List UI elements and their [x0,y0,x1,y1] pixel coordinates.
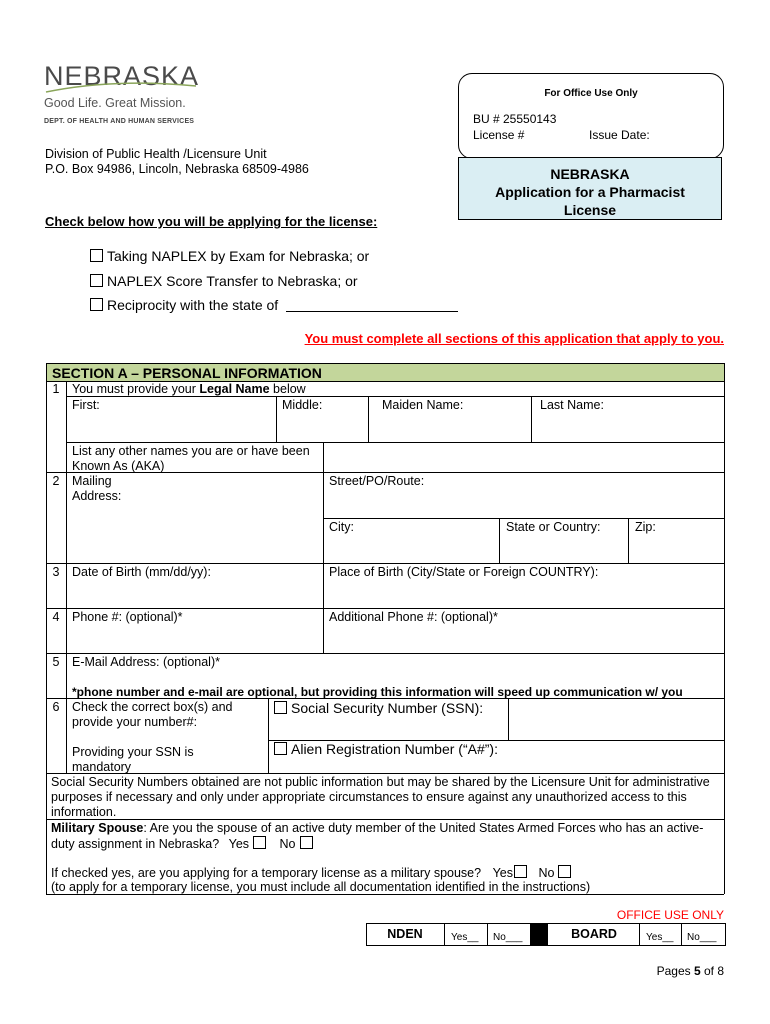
alien-option[interactable] [270,741,502,758]
first-name-field[interactable]: First: [72,398,100,412]
division-text: Division of Public Health /Licensure Unit [45,147,267,161]
warning-text: You must complete all sections of this application that apply to you. [304,331,724,346]
ssn-label: Social Security Number (SSN): [291,700,484,716]
logo-word: NEBRASKA [44,61,200,91]
last-name-field[interactable]: Last Name: [540,398,604,412]
row-3-number: 3 [52,565,60,579]
nden-yes[interactable]: Yes__ [451,932,479,943]
row-5-number: 5 [52,655,60,669]
additional-phone-field[interactable]: Additional Phone #: (optional)* [329,610,498,624]
ssn-note: Social Security Numbers obtained are not public information but may be shared by the Licensure Unit for administrative purposes if necessary and only under appropriate circumstances to ensure against any unauthorized access to this information. [51,775,710,819]
checkbox-alien[interactable] [274,742,287,755]
license-number-label: License # [473,128,525,142]
ssn-mandatory-1: Providing your SSN is [72,745,194,759]
aka-label-2: Known As (AKA) [72,459,165,473]
option-naplex-exam[interactable] [90,248,369,264]
office-use-title: For Office Use Only [544,88,638,99]
nden-no[interactable]: No___ [493,932,523,943]
nden-label: NDEN [387,927,423,941]
row-6-number: 6 [52,700,60,714]
application-title-box [458,157,722,220]
check-box-label-2: provide your number#: [72,715,198,729]
title-line-1: NEBRASKA [550,166,630,182]
logo-dept: DEPT. OF HEALTH AND HUMAN SERVICES [44,118,195,125]
logo-tagline: Good Life. Great Mission. [44,96,186,110]
issue-date-label: Issue Date: [589,128,650,142]
office-use-only-label: OFFICE USE ONLY [616,908,724,922]
state-country-field[interactable]: State or Country: [506,520,601,534]
board-no[interactable]: No___ [687,932,717,943]
checkbox-reciprocity[interactable] [90,298,103,311]
row-4-number: 4 [52,610,60,624]
optional-note: *phone number and e-mail are optional, but providing this information will speed up communication w/ you [72,685,683,699]
title-line-2: Application for a Pharmacist [495,184,685,200]
checkbox-ssn[interactable] [274,701,287,714]
row-2-number: 2 [52,474,60,488]
maiden-name-field[interactable]: Maiden Name: [382,398,464,412]
email-field[interactable]: E-Mail Address: (optional)* [72,655,220,669]
checkbox-naplex-exam[interactable] [90,249,103,262]
bu-number: BU # 25550143 [473,112,557,126]
checkbox-score-transfer[interactable] [90,274,103,287]
mailing-label-2: Address: [72,489,122,503]
option-score-transfer[interactable] [90,273,358,289]
board-label: BOARD [571,927,617,941]
check-box-label-1: Check the correct box(s) and [72,700,233,714]
checkbox-temp-yes[interactable] [514,865,527,878]
section-a-header: SECTION A – PERSONAL INFORMATION [47,364,724,381]
logo-swoosh-icon [44,78,204,94]
military-spouse-question: Military Spouse: Are you the spouse of an active duty member of the United States Armed Forces who has an active-duty assignment in Nebraska? Yes No [51,821,704,851]
office-use-strip [366,923,726,946]
option-label: Taking NAPLEX by Exam for Nebraska; or [107,248,370,264]
office-use-box [458,73,724,159]
section-a-table [46,363,724,893]
mailing-label-1: Mailing [72,474,112,488]
option-label: Reciprocity with the state of [107,297,279,313]
city-field[interactable]: City: [329,520,354,534]
zip-field[interactable]: Zip: [635,520,656,534]
option-reciprocity[interactable] [90,297,458,313]
alien-label: Alien Registration Number (“A#”): [291,741,498,757]
middle-name-field[interactable]: Middle: [282,398,323,412]
temporary-license-question: If checked yes, are you applying for a temporary license as a military spouse? Yes No [47,864,723,882]
aka-label-1: List any other names you are or have been [72,444,310,458]
row-1-number: 1 [52,382,60,396]
nebraska-logo [44,62,204,137]
black-divider [530,924,548,945]
date-of-birth-field[interactable]: Date of Birth (mm/dd/yy): [72,565,211,579]
board-yes[interactable]: Yes__ [646,932,674,943]
address-text: P.O. Box 94986, Lincoln, Nebraska 68509-4986 [45,162,309,176]
street-field[interactable]: Street/PO/Route: [329,474,425,488]
phone-field[interactable]: Phone #: (optional)* [72,610,183,624]
ssn-option[interactable] [270,700,487,717]
reciprocity-state-field[interactable] [286,298,458,312]
check-heading: Check below how you will be applying for the license: [45,214,378,229]
legal-name-instruction: You must provide your Legal Name below [72,382,306,396]
option-label: NAPLEX Score Transfer to Nebraska; or [107,273,358,289]
page-number: Pages 5 of 8 [656,964,724,978]
ssn-mandatory-2: mandatory [72,760,132,774]
temporary-license-note: (to apply for a temporary license, you must include all documentation identified in the instructions) [51,880,591,894]
checkbox-military-no[interactable] [300,836,313,849]
title-line-3: License [563,202,617,218]
place-of-birth-field[interactable]: Place of Birth (City/State or Foreign COUNTRY): [329,565,599,579]
checkbox-military-yes[interactable] [253,836,266,849]
checkbox-temp-no[interactable] [558,865,571,878]
